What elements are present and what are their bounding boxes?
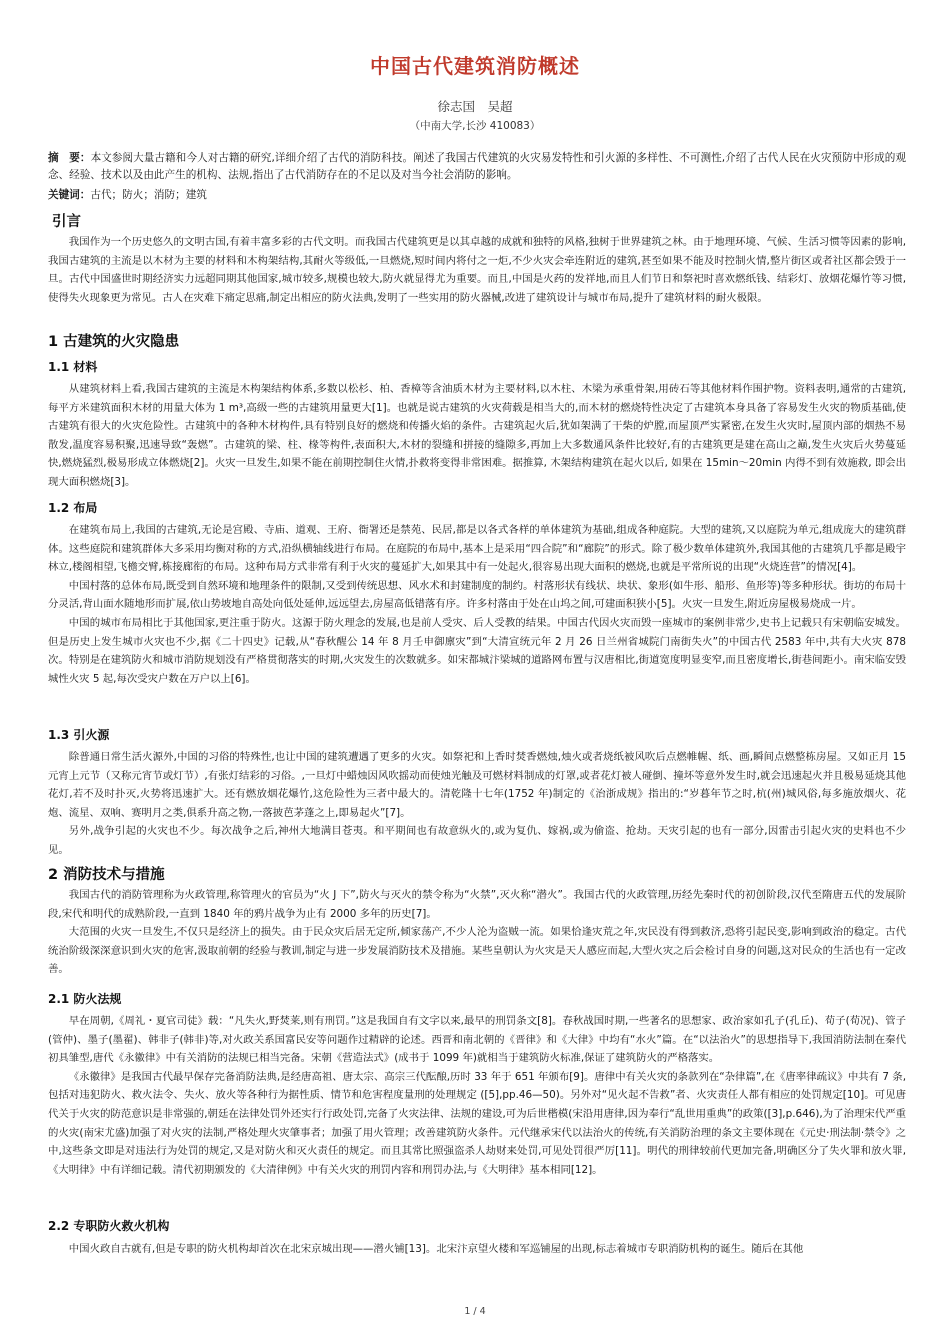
- section-2-2-body: [48, 1240, 906, 1259]
- section-2-1-body: [48, 1012, 906, 1179]
- heading-section-1: 1 古建筑的火灾隐患: [48, 334, 180, 350]
- paragraph: 中国火政自古就有,但是专职的防火机构却首次在北宋京城出现——潜火铺[13]。北宋汴京望火楼和军巡铺屋的出现,标志着城市专职消防机构的诞生。随后在其他: [68, 1243, 804, 1255]
- intro-body: [48, 233, 906, 307]
- section-2-body: [48, 886, 906, 979]
- heading-1-1: 1.1 材料: [48, 360, 98, 374]
- paragraph: 在建筑布局上,我国的古建筑,无论是宫殿、寺庙、道观、王府、衙署还是禁苑、民居,都是以各式各样的单体建筑为基础,组成各种庭院。大型的建筑,又以庭院为单元,组成庞大的建筑群体。这些庭院和建筑群体大多采用均衡对称的方式,沿纵横轴线进行布局。在庭院的布局中,基本上是采用“四合院”和“廊院”的形式。除了极少数单体建筑外,我国其他的古建筑几乎都是殿宇林立,楼阁相望,飞檐交臂,栋接廊衔的布局。这种布局方式非常有利于火灾的蔓延扩大,如果其中有一处起火,很容易出现大面积的燃烧,也就是平常所说的出现“火烧连营”的情况[4]。: [48, 524, 906, 574]
- heading-intro: 引言: [52, 214, 81, 230]
- heading-1-3: 1.3 引火源: [48, 728, 110, 742]
- heading-2-1: 2.1 防火法规: [48, 992, 122, 1006]
- paragraph: 从建筑材料上看,我国古建筑的主流是木构架结构体系,多数以松杉、柏、香樟等含油质木材为主要材料,以木柱、木梁为承重骨架,用砖石等其他材料作围护物。资料表明,通常的古建筑,每平方米建筑面积木材的用量大体为 1 m³,高级一些的古建筑用量更大[1]。也就是说古建筑的火灾荷载是相当大的,而木材的燃烧特性决定了古建筑本身具备了容易发生火灾的物质基础,使古建筑有很大的火灾危险性。古建筑中的各种木材构件,具有特别良好的燃烧和传播火焰的条件。古建筑起火后,犹如架满了干柴的炉膛,而屋顶严实紧密,在发生火灾时,屋顶内部的烟热不易散发,温度容易积聚,迅速导致“轰燃”。古建筑的梁、柱、椽等构件,表面积大,木材的裂缝和拼接的缝隙多,再加上大多数通风条件比较好,有的古建筑更是建在高山之巅,发生火灾后火势蔓延快,燃烧猛烈,极易形成立体燃烧[2]。火灾一旦发生,如果不能在前期控制住火情,扑救将变得非常困难。据推算, 木架结构建筑在起火以后, 如果在 15min～20min 内得不到有效施救, 即会出现大面积燃烧[3]。: [48, 383, 906, 488]
- section-1-3-body: [48, 748, 906, 860]
- keywords-text: 古代；防火；消防；建筑: [90, 189, 207, 201]
- page-number: 1 / 4: [464, 1306, 486, 1317]
- paper-affiliation: （中南大学,长沙 410083）: [409, 120, 541, 132]
- abstract: [48, 150, 906, 184]
- paper-authors: 徐志国 吴超: [437, 99, 513, 114]
- heading-2-2: 2.2 专职防火救火机构: [48, 1219, 170, 1233]
- section-1-1-body: [48, 380, 906, 492]
- paragraph: 早在周朝,《周礼・夏官司徒》载：“凡失火,野焚莱,则有刑罚。”这是我国自有文字以来,最早的刑罚条文[8]。春秋战国时期,一些著名的思想家、政治家如孔子(孔丘)、荀子(荀况)、管子(管仲)、墨子(墨翟)、韩非子(韩非)等,对火政关系国富民安等问题作过精辟的论述。西晋和南北朝的《晋律》和《大律》中均有“水火”篇。在“以法治火”的思想指导下,我国消防法制在秦代初具雏型,唐代《永徽律》中有关消防的法规已相当完备。宋朝《营造法式》(成书于 1099 年)就相当于建筑防火标准,保证了建筑防火的严格落实。: [48, 1015, 906, 1065]
- section-1-2-body: [48, 521, 906, 688]
- heading-section-2: 2 消防技术与措施: [48, 867, 165, 883]
- keywords-label: 关键词：: [48, 189, 91, 201]
- paper-title: 中国古代建筑消防概述: [370, 54, 580, 78]
- abstract-label: 摘 要：: [48, 152, 91, 164]
- paragraph: 我国古代的消防管理称为火政管理,称管理火的官员为“火 J 下”,防火与灭火的禁令称为“火禁”,灭火称“潜火”。我国古代的火政管理,历经先秦时代的初创阶段,汉代至隋唐五代的发展阶段,宋代和明代的成熟阶段,一直到 1840 年的鸦片战争为止有 2000 多年的历史[7]。: [48, 889, 906, 920]
- paragraph: 我国作为一个历史悠久的文明古国,有着丰富多彩的古代文明。而我国古代建筑更是以其卓越的成就和独特的风格,独树于世界建筑之林。由于地理环境、气候、生活习惯等因素的影响,我国古建筑的主流是以木材为主要的材料和木构架结构,其耐火等级低,一旦燃烧,短时间内将付之一炬,不少火灾会牵连附近的建筑,甚至如果不能及时控制火情,整片街区或者社区都会毁于一旦。古代中国盛世时期经济实力远超同期其他国家,城市较多,规模也较大,防火就显得尤为重要。而且,中国是火药的发祥地,而且人们节日和祭祀时喜欢燃纸钱、结彩灯、放烟花爆竹等习惯,使得失火现象更为常见。古人在灾难下痛定思痛,制定出相应的防火法典,发明了一些实用的防火器械,改进了建筑设计与城市布局,提升了建筑材料的耐火极限。: [48, 236, 906, 304]
- paragraph: 中国村落的总体布局,既受到自然环境和地理条件的限制,又受到传统思想、风水术和封建制度的制约。村落形状有线状、块状、象形(如牛形、船形、鱼形等)等多种形状。街坊的布局十分灵活,背山面水随地形而扩展,依山势坡地自高处向低处延伸,远远望去,房屋高低错落有序。许多村落由于处在山坞之间,可建面积狭小[5]。火灾一旦发生,附近房屋极易烧成一片。: [48, 579, 906, 611]
- keywords: [48, 187, 906, 204]
- paragraph: 另外,战争引起的火灾也不少。每次战争之后,神州大地满目苍夷。和平期间也有故意纵火的,或为复仇、嫁祸,或为偷盗、抢劫。天灾引起的也有一部分,因雷击引起火灾的史料也不少见。: [48, 825, 906, 856]
- paragraph: 除普通日常生活火源外,中国的习俗的特殊性,也让中国的建筑遭遇了更多的火灾。如祭祀和上香时焚香燃烛,烛火或者烧纸被风吹后点燃帷幄、纸、画,瞬间点燃整栋房屋。又如正月 15 元宵上元节（又称元宵节或灯节）,有张灯结彩的习俗。,一旦灯中蜡烛因风吹摇动而使烛光触及可燃材料制成的灯罩,或者花灯被人碰倒、撞坏等意外发生时,就会迅速起火并且极易延烧其他花灯,若不及时扑灭,火势将迅速扩大。还有燃放烟花爆竹,这危险性为三者中最大的。清乾隆十七年(1752 年)制定的《治浙成规》指出的:“岁暮年节之时,杭(州)城风俗,每多施放烟火、花炮、流星、双响、赛明月之类,俱系升高之物,一落披芭茅蓬之上,即易起火”[7]。: [48, 751, 906, 819]
- paragraph: 中国的城市布局相比于其他国家,更注重于防火。这源于防火理念的发展,也是前人受灾、后人受教的结果。中国古代因火灾而毁一座城市的案例非常少,史书上记载只有宋朝临安城发。但是历史上发生城市火灾也不少,据《二十四史》记载,从“春秋醒公 14 年 8 月壬申御廪灾”到“大清宣统元年 2 月 26 日兰州省城院门南街失火”的中国古代 2583 年中,共有大火灾 878 次。特别是在建筑防火和城市消防规划没有严格贯彻落实的时期,火灾发生的次数就多。如宋都城汴梁城的道路网布置与汉唐相比,街道宽度明显变窄,而且密度增长,街巷间距小。南宋临安毁城性火灾 5 起,每次受灾户数在万户以上[6]。: [48, 616, 906, 685]
- heading-1-2: 1.2 布局: [48, 501, 98, 515]
- paragraph: 大范围的火灾一旦发生,不仅只是经济上的损失。由于民众灾后居无定所,倾家荡产,不少人沦为盗贼一流。如果恰逢灾荒之年,灾民没有得到救济,恐将引起民变,影响到政治的稳定。古代统治阶级深深意识到火灾的危害,汲取前朝的经验与教训,制定与进一步发展消防技术及措施。某些皇朝认为火灾是天人感应而起,大型火灾之后会检讨自身的问题,这对民众的生活也有一定改善。: [48, 926, 906, 976]
- paragraph: 《永徽律》是我国古代最早保存完备消防法典,是经唐高祖、唐太宗、高宗三代酝酿,历时 33 年于 651 年颁布[9]。唐律中有关火灾的条款列在“杂律篇”,在《唐率律疏议》中共有 7 条,包括对违犯防火、救火法令、失火、放火等各种行为据性质、情节和危害程度量刑的处理规定 ([5],pp.46—50)。另外对“见火起不告救”者、火灾责任人都有相应的处罚规定[10]。可见唐代关于火灾的防范意识是非常强的,朝廷在法律处罚外还实行行政处罚,完备了火灾法律、法规的建设,可为后世楷模(宋沿用唐律,因为奉行“乱世用重典”的政策([3],p.646),为了治理宋代严重的火灾(南宋尤盛)加强了对火灾的法制,严格处理火灾肇事者；加强了用火管理；改善建筑防火条件。元代继承宋代以法治火的传统,有关消防治理的条文主要体现在《元史·刑法制·禁令》之中,这些条文即是对违法行为处罚的规定,又是对防火和灭火责任的规定。而且其常比照强盗杀人劫财来处罚,可见处罚很严厉[11]。明代的刑律较前代更加完备,明确区分了失火罪和放火罪,《大明律》中有详细记载。清代初期颁发的《大清律例》中有关火灾的刑罚内容和刑罚办法,与《大明律》基本相同[12]。: [48, 1070, 906, 1176]
- abstract-text: 本文参阅大量古籍和今人对古籍的研究,详细介绍了古代的消防科技。阐述了我国古代建筑的火灾易发特性和引火源的多样性、不可测性,介绍了古代人民在火灾预防中形成的观念、经验、技术以及由此产生的机构、法规,指出了古代消防存在的不足以及对当今社会消防的影响。: [48, 152, 906, 181]
